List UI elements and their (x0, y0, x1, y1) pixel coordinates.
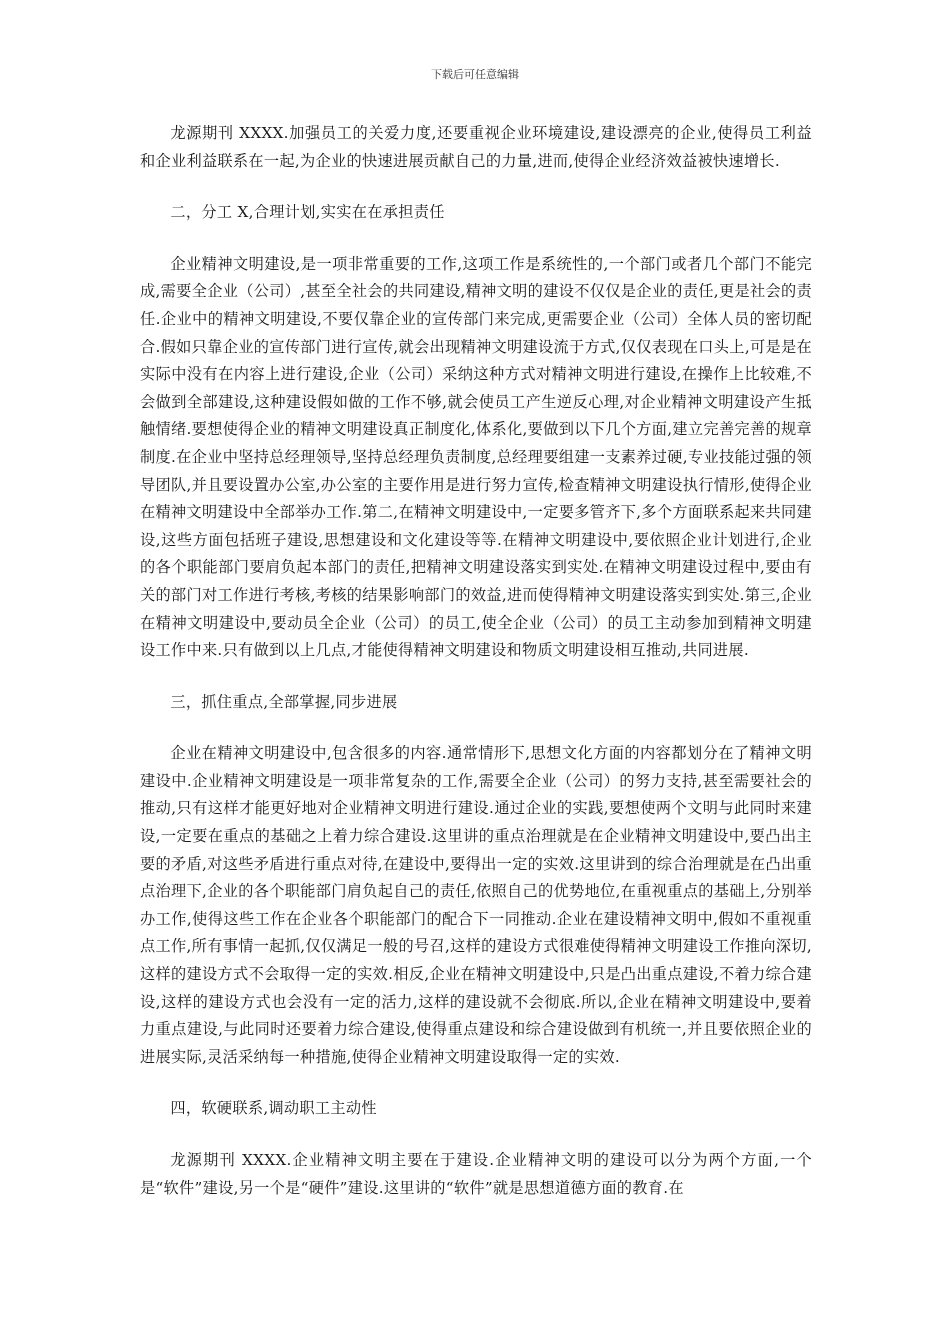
spacer (140, 1071, 812, 1095)
paragraph-1: 龙源期刊 XXXX.加强员工的关爱力度,还要重视企业环境建设,建设漂亮的企业,使得员工利益和企业利益联系在一起,为企业的快速进展贡献自己的力量,进而,使得企业经济效益被快速增长. (140, 124, 812, 170)
spacer (140, 1123, 812, 1147)
paragraph-4: 龙源期刊 XXXX.企业精神文明主要在于建设.企业精神文明的建设可以分为两个方面,一个是“软件”建设,另一个是“硬件”建设.这里讲的“软件”就是思想道德方面的教育.在 (140, 1151, 812, 1197)
download-note: 下载后可任意编辑 (431, 68, 519, 81)
section-heading-4: 四，软硬联系,调动职工主动性 (170, 1099, 377, 1118)
section-heading-3: 三，抓住重点,全部掌握,同步进展 (170, 692, 398, 711)
spacer (140, 227, 812, 251)
spacer (140, 665, 812, 689)
spacer (140, 716, 812, 740)
paragraph-3: 企业在精神文明建设中,包含很多的内容.通常情形下,思想文化方面的内容都划分在了精神文明建设中.企业精神文明建设是一项非常复杂的工作,需要全企业（公司）的努力支持,甚至需要社会的推动,只有这样才能更好地对企业精神文明进行建设.通过企业的实践,要想使两个文明与此同时来建设,一定要在重点的基础之上着力综合建设.这里讲的重点治理就是在企业精神文明建设中,要凸出主要的矛盾,对这些矛盾进行重点对待,在建设中,要得出一定的实效.这里讲到的综合治理就是在凸出重点治理下,企业的各个职能部门肩负起自己的责任,依照自己的优势地位,在重视重点的基础上,分别举办工作,使得这些工作在企业各个职能部门的配合下一同推动.企业在建设精神文明中,假如不重视重点工作,所有事情一起抓,仅仅满足一般的号召,这样的建设方式很难使得精神文明建设工作推向深切,这样的建设方式不会取得一定的实效.相反,企业在精神文明建设中,只是凸出重点建设,不着力综合建设,这样的建设方式也会没有一定的活力,这样的建设就不会彻底.所以,企业在精神文明建设中,要着力重点建设,与此同时还要着力综合建设,使得重点建设和综合建设做到有机统一,并且要依照企业的进展实际,灵活采纳每一种措施,使得企业精神文明建设取得一定的实效. (140, 744, 812, 1066)
document-body (140, 120, 812, 1202)
paragraph-2: 企业精神文明建设,是一项非常重要的工作,这项工作是系统性的,一个部门或者几个部门不能完成,需要全企业（公司）,甚至全社会的共同建设,精神文明的建设不仅仅是企业的责任,更是社会的责任.企业中的精神文明建设,不要仅靠企业的宣传部门来完成,更需要企业（公司）全体人员的密切配合.假如只靠企业的宣传部门进行宣传,就会出现精神文明建设流于方式,仅仅表现在口头上,可是是在实际中没有在内容上进行建设,企业（公司）采纳这种方式对精神文明进行建设,在操作上比较难,不会做到全部建设,这种建设假如做的工作不够,就会使员工产生逆反心理,对企业精神文明建设产生抵触情绪.要想使得企业的精神文明建设真正制度化,体系化,要做到以下几个方面,建立完善完善的规章制度.在企业中坚持总经理领导,坚持总经理负责制度,总经理要组建一支素养过硬,专业技能过强的领导团队,并且要设置办公室,办公室的主要作用是进行努力宣传,检查精神文明建设执行情形,使得企业在精神文明建设中全部举办工作.第二,在精神文明建设中,一定要多管齐下,多个方面联系起来共同建设,这些方面包括班子建设,思想建设和文化建设等等.在精神文明建设中,要依照企业计划进行,企业的各个职能部门要肩负起本部门的责任,把精神文明建设落实到实处.在精神文明建设过程中,要由有关的部门对工作进行考核,考核的结果影响部门的效益,进而使得精神文明建设落实到实处.第三,企业在精神文明建设中,要动员全企业（公司）的员工,使全企业（公司）的员工主动参加到精神文明建设工作中来.只有做到以上几点,才能使得精神文明建设和物质文明建设相互推动,共同进展. (140, 254, 812, 660)
spacer (140, 175, 812, 199)
section-heading-2: 二，分工 X,合理计划,实实在在承担责任 (170, 203, 445, 222)
